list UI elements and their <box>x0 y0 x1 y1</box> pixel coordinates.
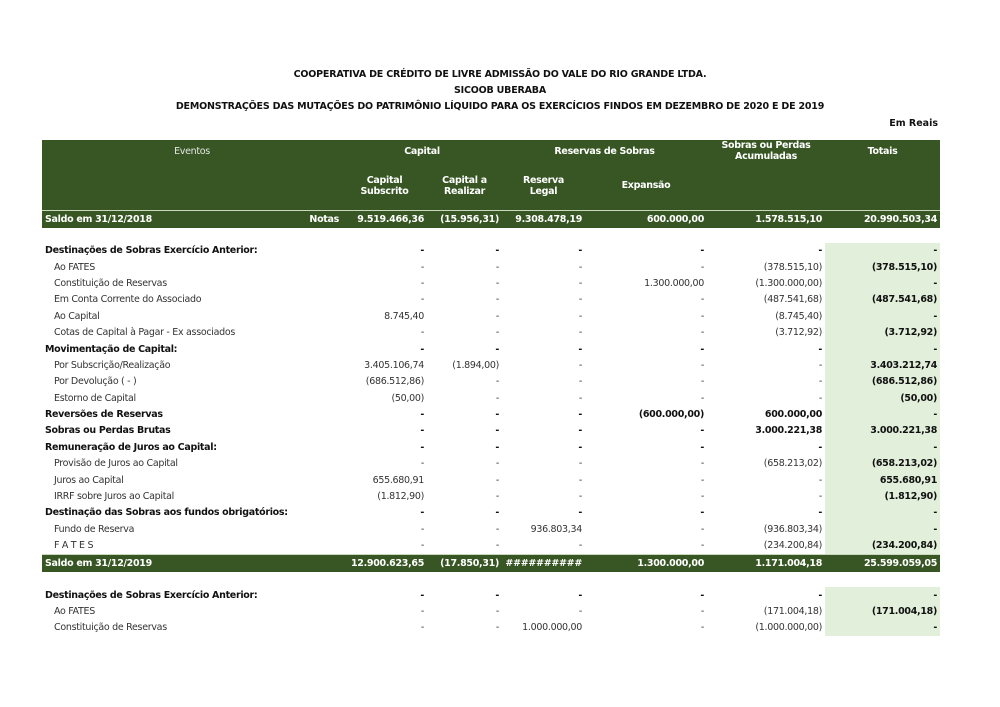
value-cell: 9.308.478,19 <box>502 210 585 228</box>
value-cell: - <box>818 359 823 371</box>
total-cell: - <box>825 341 940 357</box>
row-label: Ao FATES <box>54 606 95 617</box>
section-row <box>42 505 940 521</box>
value-cell: - <box>700 441 705 453</box>
value-cell: - <box>578 507 583 519</box>
value-cell: (8.745,40) <box>775 310 823 322</box>
value-cell: - <box>420 327 425 339</box>
value-cell: (17.850,31) <box>427 554 502 572</box>
value-cell: 1.300.000,00 <box>644 277 705 289</box>
table-row <box>42 259 940 275</box>
value-cell: - <box>420 523 425 535</box>
header-expansao: Expansão <box>585 162 707 210</box>
value-cell: - <box>495 409 500 421</box>
value-cell: - <box>818 441 823 453</box>
section-row <box>42 587 940 603</box>
value-cell: - <box>420 507 425 519</box>
value-cell: 1.000.000,00 <box>522 622 583 634</box>
value-cell: - <box>495 343 500 355</box>
table-row <box>42 357 940 373</box>
header-capital-realizar: Capital a Realizar <box>427 162 502 210</box>
value-cell: - <box>578 458 583 470</box>
value-cell: - <box>495 622 500 634</box>
value-cell: - <box>495 327 500 339</box>
value-cell: - <box>700 261 705 273</box>
value-cell: 1.300.000,00 <box>585 554 707 572</box>
value-cell: (3.712,92) <box>775 327 823 339</box>
value-cell: - <box>578 540 583 552</box>
value-cell: - <box>420 458 425 470</box>
saldo-label: Saldo em 31/12/2018 <box>42 210 300 228</box>
value-cell: - <box>420 589 425 601</box>
value-cell: 1.171.004,18 <box>707 554 825 572</box>
value-cell: - <box>495 458 500 470</box>
section-row <box>42 423 940 439</box>
table-row <box>42 603 940 619</box>
company-title: COOPERATIVA DE CRÉDITO DE LIVRE ADMISSÃO DO VALE DO RIO GRANDE LTDA. <box>293 69 707 80</box>
table-row <box>42 521 940 537</box>
value-cell: - <box>700 589 705 601</box>
value-cell: - <box>578 359 583 371</box>
value-cell: - <box>495 589 500 601</box>
value-cell: - <box>700 392 705 404</box>
section-row <box>42 439 940 455</box>
value-cell: (936.803,34) <box>763 523 823 535</box>
row-label: Cotas de Capital à Pagar - Ex associados <box>54 327 236 339</box>
value-cell: 9.519.466,36 <box>342 210 427 228</box>
row-label: Fundo de Reserva <box>54 523 135 535</box>
value-cell: (171.004,18) <box>763 606 823 617</box>
total-cell: (686.512,86) <box>825 374 940 390</box>
value-cell: - <box>578 474 583 486</box>
value-cell: - <box>700 540 705 552</box>
value-cell: - <box>818 376 823 388</box>
value-cell: - <box>578 606 583 617</box>
value-cell: - <box>700 294 705 306</box>
value-cell: - <box>578 491 583 503</box>
total-cell: - <box>825 406 940 422</box>
section-row <box>42 243 940 259</box>
header-eventos: Eventos <box>42 140 342 162</box>
total-cell: - <box>825 505 940 521</box>
saldo-label: Saldo em 31/12/2019 <box>42 554 342 572</box>
value-cell: - <box>578 294 583 306</box>
value-cell: - <box>420 277 425 289</box>
total-cell: (50,00) <box>825 390 940 406</box>
value-cell: - <box>495 425 500 437</box>
row-label: Por Devolução ( - ) <box>54 376 137 388</box>
value-cell: 25.599.059,05 <box>825 554 940 572</box>
header-capital: Capital <box>342 140 502 162</box>
value-cell: - <box>578 409 583 421</box>
value-cell: - <box>818 392 823 404</box>
table-row <box>42 374 940 390</box>
value-cell: - <box>495 491 500 503</box>
value-cell: - <box>818 491 823 503</box>
value-cell: 600.000,00 <box>764 409 823 421</box>
row-label: Destinações de Sobras Exercício Anterior: <box>45 589 258 601</box>
total-cell: (1.812,90) <box>825 488 940 504</box>
row-label: Por Subscrição/Realização <box>54 359 171 371</box>
row-label: Provisão de Juros ao Capital <box>54 458 178 470</box>
table-row <box>42 390 940 406</box>
value-cell: - <box>495 376 500 388</box>
value-cell: - <box>420 606 425 617</box>
row-label: Em Conta Corrente do Associado <box>54 294 202 306</box>
value-cell: - <box>700 458 705 470</box>
value-cell: 12.900.623,65 <box>342 554 427 572</box>
value-cell: 655.680,91 <box>372 474 425 486</box>
value-cell: - <box>700 606 705 617</box>
row-label: Constituição de Reservas <box>54 277 167 289</box>
row-label: Reversões de Reservas <box>45 409 163 421</box>
value-cell: (658.213,02) <box>763 458 823 470</box>
table-row <box>42 324 940 340</box>
table-row <box>42 456 940 472</box>
value-cell: - <box>495 606 500 617</box>
value-cell: - <box>818 474 823 486</box>
value-cell: - <box>495 392 500 404</box>
table-row <box>42 472 940 488</box>
total-cell: (234.200,84) <box>825 538 940 555</box>
row-label: Juros ao Capital <box>54 474 124 486</box>
total-cell: 3.403.212,74 <box>825 357 940 373</box>
saldo-2019-row <box>42 554 940 572</box>
row-label: IRRF sobre Juros ao Capital <box>54 491 175 503</box>
value-cell: 600.000,00 <box>585 210 707 228</box>
total-cell: - <box>825 521 940 537</box>
value-cell: - <box>700 343 705 355</box>
value-cell: - <box>495 441 500 453</box>
equity-changes-table <box>42 140 940 636</box>
row-label: Movimentação de Capital: <box>45 343 178 355</box>
header-totais: Totais <box>825 140 940 162</box>
value-cell: - <box>495 474 500 486</box>
value-cell: - <box>495 245 500 257</box>
total-cell: - <box>825 243 940 259</box>
value-cell: - <box>578 441 583 453</box>
value-cell: - <box>818 589 823 601</box>
value-cell: 1.578.515,10 <box>707 210 825 228</box>
value-cell: - <box>700 474 705 486</box>
row-label: Remuneração de Juros ao Capital: <box>45 441 217 453</box>
value-cell: 936.803,34 <box>530 523 583 535</box>
value-cell: ########## <box>502 554 585 572</box>
value-cell: - <box>578 327 583 339</box>
value-cell: - <box>578 310 583 322</box>
row-label: Ao Capital <box>54 310 100 322</box>
value-cell: - <box>420 622 425 634</box>
value-cell: - <box>420 441 425 453</box>
value-cell: - <box>578 589 583 601</box>
value-cell: - <box>578 425 583 437</box>
table-row <box>42 275 940 291</box>
row-label: Ao FATES <box>54 261 95 273</box>
value-cell: - <box>700 491 705 503</box>
row-label: Estorno de Capital <box>54 392 136 404</box>
value-cell: - <box>700 310 705 322</box>
value-cell: - <box>818 245 823 257</box>
total-cell: - <box>825 439 940 455</box>
value-cell: - <box>578 392 583 404</box>
value-cell: (15.956,31) <box>427 210 502 228</box>
value-cell: - <box>700 376 705 388</box>
value-cell: - <box>495 261 500 273</box>
table-row <box>42 620 940 636</box>
total-cell: 3.000.221,38 <box>825 423 940 439</box>
total-cell: (378.515,10) <box>825 259 940 275</box>
value-cell: - <box>420 245 425 257</box>
value-cell: - <box>818 507 823 519</box>
value-cell: - <box>495 507 500 519</box>
value-cell: - <box>700 359 705 371</box>
value-cell: - <box>420 294 425 306</box>
value-cell: (487.541,68) <box>763 294 823 306</box>
row-label: F A T E S <box>54 540 94 552</box>
value-cell: - <box>700 523 705 535</box>
currency-unit: Em Reais <box>889 118 938 129</box>
value-cell: 8.745,40 <box>384 310 425 322</box>
total-cell: (487.541,68) <box>825 292 940 308</box>
value-cell: - <box>578 245 583 257</box>
value-cell: (50,00) <box>391 392 425 404</box>
header-reservas: Reservas de Sobras <box>502 140 707 162</box>
total-cell: 655.680,91 <box>825 472 940 488</box>
value-cell: - <box>495 277 500 289</box>
total-cell: (3.712,92) <box>825 324 940 340</box>
total-cell: (171.004,18) <box>825 603 940 619</box>
value-cell: - <box>420 540 425 552</box>
value-cell: - <box>420 261 425 273</box>
value-cell: - <box>578 343 583 355</box>
value-cell: - <box>420 409 425 421</box>
header-reserva-legal: Reserva Legal <box>502 162 585 210</box>
total-cell: - <box>825 620 940 636</box>
value-cell: - <box>495 523 500 535</box>
saldo-2018-row <box>42 210 940 228</box>
value-cell: - <box>700 507 705 519</box>
branch-title: SICOOB UBERABA <box>454 85 546 96</box>
value-cell: - <box>420 343 425 355</box>
row-label: Constituição de Reservas <box>54 622 167 634</box>
value-cell: - <box>495 294 500 306</box>
value-cell: - <box>700 245 705 257</box>
value-cell: (1.812,90) <box>377 491 425 503</box>
statement-title: DEMONSTRAÇÕES DAS MUTAÇÕES DO PATRIMÔNIO LÍQUIDO PARA OS EXERCÍCIOS FINDOS EM DEZEMBRO DE 2020 E DE 2019 <box>175 101 825 112</box>
value-cell: - <box>578 376 583 388</box>
section-row <box>42 406 940 422</box>
table-row <box>42 488 940 504</box>
value-cell: 3.000.221,38 <box>755 425 823 437</box>
row-label: Destinações de Sobras Exercício Anterior: <box>45 245 258 257</box>
notas-label: Notas <box>300 210 342 228</box>
value-cell: - <box>700 622 705 634</box>
table-row <box>42 292 940 308</box>
value-cell: - <box>578 277 583 289</box>
value-cell: 20.990.503,34 <box>825 210 940 228</box>
value-cell: - <box>700 425 705 437</box>
table-row <box>42 538 940 555</box>
total-cell: - <box>825 308 940 324</box>
value-cell: (378.515,10) <box>763 261 823 273</box>
header-sobras: Sobras ou Perdas Acumuladas <box>707 140 825 210</box>
total-cell: (658.213,02) <box>825 456 940 472</box>
value-cell: - <box>818 343 823 355</box>
row-label: Destinação das Sobras aos fundos obrigatórios: <box>45 507 288 519</box>
value-cell: (1.000.000,00) <box>755 622 823 634</box>
total-cell: - <box>825 275 940 291</box>
value-cell: (600.000,00) <box>638 409 705 421</box>
table-row <box>42 308 940 324</box>
row-label: Sobras ou Perdas Brutas <box>45 425 171 437</box>
value-cell: (1.300.000,00) <box>755 277 823 289</box>
value-cell: 3.405.106,74 <box>364 359 425 371</box>
value-cell: (1.894,00) <box>452 359 500 371</box>
total-cell: - <box>825 587 940 603</box>
value-cell: (686.512,86) <box>365 376 425 388</box>
header-capital-subscrito: Capital Subscrito <box>342 162 427 210</box>
section-row <box>42 341 940 357</box>
value-cell: - <box>700 327 705 339</box>
value-cell: - <box>495 310 500 322</box>
value-cell: - <box>495 540 500 552</box>
value-cell: (234.200,84) <box>763 540 823 552</box>
value-cell: - <box>578 261 583 273</box>
value-cell: - <box>420 425 425 437</box>
